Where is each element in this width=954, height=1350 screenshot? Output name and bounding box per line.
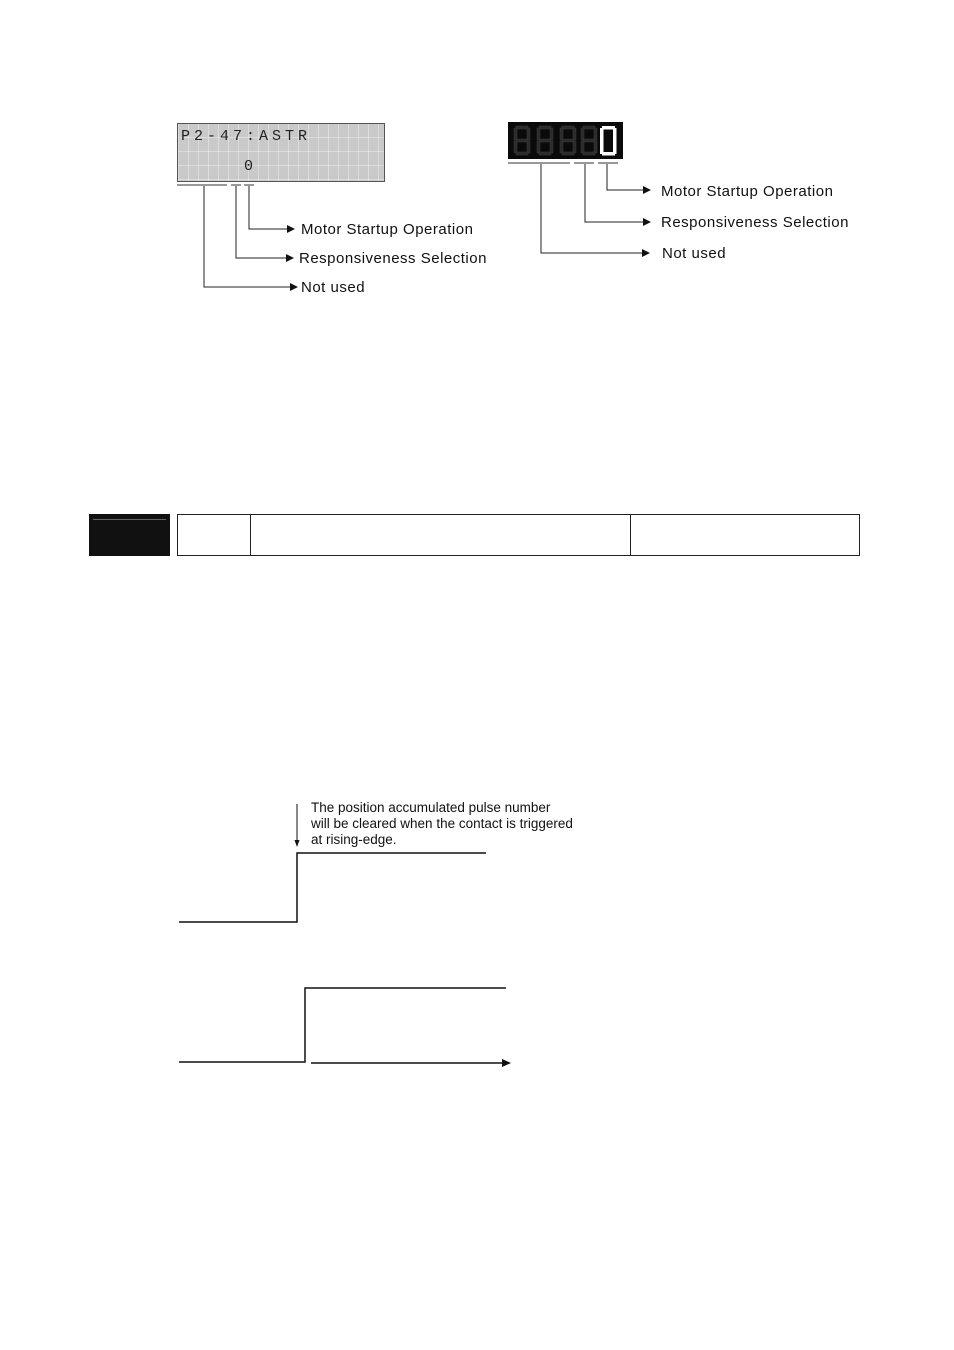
seg-label-not-used: Not used [662,245,727,262]
pulse-count-waveform [179,988,506,1062]
timing-note: The position accumulated pulse number will be cleared when the contact is triggered at rising-edge. [311,800,573,847]
lcd-label-not-used: Not used [301,279,366,296]
time-arrow-icon [502,1059,511,1067]
seg-label-responsiveness: Responsiveness Selection [661,214,849,231]
lcd-parameter-code: P2-47:ASTR [181,128,312,145]
seg-label-motor-startup: Motor Startup Operation [661,183,834,200]
rising-edge-arrow-icon [295,840,300,847]
lcd-label-motor-startup: Motor Startup Operation [301,221,474,238]
lcd-parameter-value: 0 [244,158,254,175]
contact-signal-waveform [179,853,486,922]
lcd-label-responsiveness: Responsiveness Selection [299,250,487,267]
